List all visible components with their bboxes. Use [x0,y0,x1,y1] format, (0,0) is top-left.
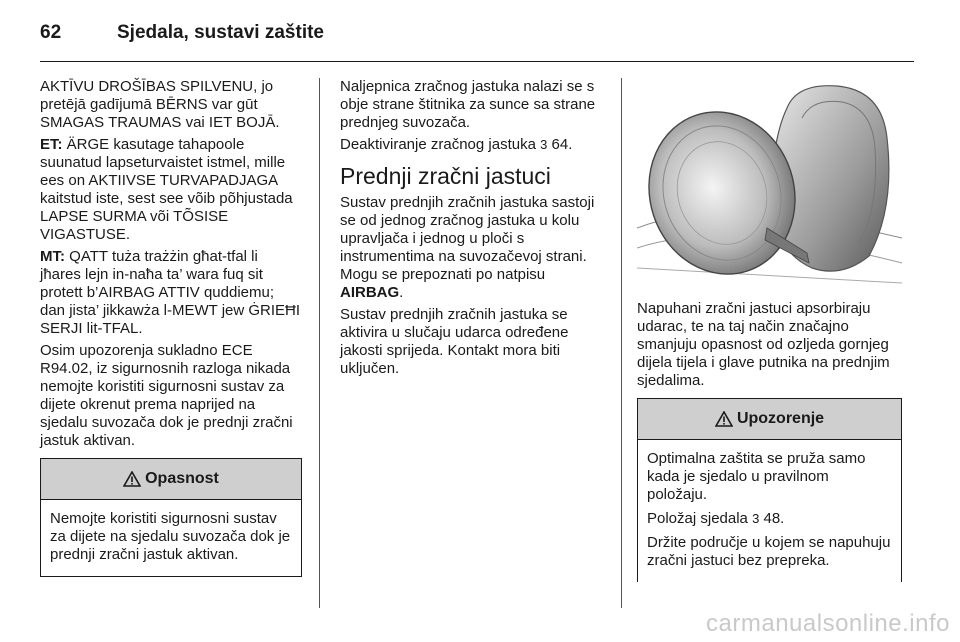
page-header [40,22,920,52]
paragraph-lv: AKTĪVU DROŠĪBAS SPILVENU, jo pretējā gadījumā BĒRNS var gūt SMAGAS TRAUMAS vai IET BOJĀ. [40,78,280,131]
page-ref-arrow-icon: 3 [752,511,760,526]
page-title: Sjedala, sustavi zaštite [117,22,324,43]
column-divider-1 [319,78,320,608]
warning-triangle-icon [715,411,733,427]
paragraph-deactivation [340,136,605,154]
deactivation-text: Deaktiviranje zračnog jastuka [340,136,536,153]
paragraph-ece: Osim upozorenja sukladno ECE R94.02, iz sigurnosnih razloga nikada nemojte koristiti sigurnosni sustav za dijete okrenut prema naprijed na sjedalu suvozača dok je prednji zračni jastuk aktivan. [40,342,293,449]
column-divider-2 [621,78,622,608]
seat-position-ref[interactable]: 48. [763,510,785,527]
column-2 [340,78,605,382]
paragraph-system: Sustav prednjih zračnih jastuka sastoji se od jednog zračnog jastuka u kolu upravljača i jednog u ploči s instrumentima na suvozačevoj strani. Mogu se prepoznati po natpisu AIRBAG. [340,194,595,301]
danger-box-title: Opasnost [145,470,219,487]
column-3 [637,78,902,582]
column-1 [40,78,302,577]
section-heading: Prednji zračni jastuci [340,163,551,189]
watermark: carmanualsonline.info [706,610,950,637]
et-label: ET: [40,136,63,153]
warning-box-header [638,399,901,440]
paragraph-activation: Sustav prednjih zračnih jastuka se aktivira u slučaju udarca određene jakosti sprijeda. Kontakt mora biti uključen. [340,306,569,377]
danger-box-text: Nemojte koristiti sigurnosni sustav za dijete na sjedalu suvozača dok je prednji zračni jastuk aktivan. [50,510,291,563]
warning-text-1: Optimalna zaštita se pruža samo kada je sjedalo u pravilnom položaju. [647,450,866,503]
system-text: Sustav prednjih zračnih jastuka sastoji se od jednog zračnog jastuka u kolu upravljača i jednog u ploči s instrumentima na suvozačevoj strani. Mogu se prepoznati po natpisu [340,194,595,283]
warning-text-3: Držite područje u kojem se napuhuju zračni jastuci bez prepreka. [647,534,891,569]
warning-box-title: Upozorenje [736,410,825,427]
airbag-illustration [637,78,902,288]
warning-text-2 [647,510,892,528]
page-number: 62 [40,22,62,43]
airbag-word: AIRBAG [340,284,400,301]
paragraph-label-location: Naljepnica zračnog jastuka nalazi se s obje strane štitnika za sunce sa strane prednjeg suvozača. [340,78,596,131]
figure-caption: Napuhani zračni jastuci apsorbiraju udarac, te na taj način značajno smanjuju opasnost od ozljeda gornjeg dijela tijela i glave putnika na prednjim sjedalima. [637,300,890,389]
warning-triangle-icon [123,471,141,487]
deactivation-ref[interactable]: 64. [551,136,573,153]
danger-box [40,458,302,577]
page-ref-arrow-icon: 3 [540,137,548,152]
seat-position-text: Položaj sjedala [647,510,748,527]
paragraph-et [40,136,302,244]
mt-text: QATT tuża trażżin għat-tfal li jħares lejn in-naħa ta’ wara fuq sit protett b’AIRBAG ATTIV quddiemu; dan jista’ jikkawża l-MEWT jew ĠRIEĦI SERJI lit-TFAL. [40,248,301,337]
mt-label: MT: [40,248,65,265]
header-divider [40,61,914,62]
danger-box-body [41,500,301,576]
inflated-airbags-image [637,78,902,288]
warning-box [637,398,902,582]
warning-box-body [638,440,901,582]
danger-box-header [41,459,301,500]
paragraph-mt [40,248,302,338]
et-text: ÄRGE kasutage tahapoole suunatud lapseturvaistet istmel, mille ees on AKTIIVSE TURVAPADJAGA kaitstud iste, sest see võib põhjustada LAPSE SURMA või TÕSISE VIGASTUSE. [40,136,293,243]
